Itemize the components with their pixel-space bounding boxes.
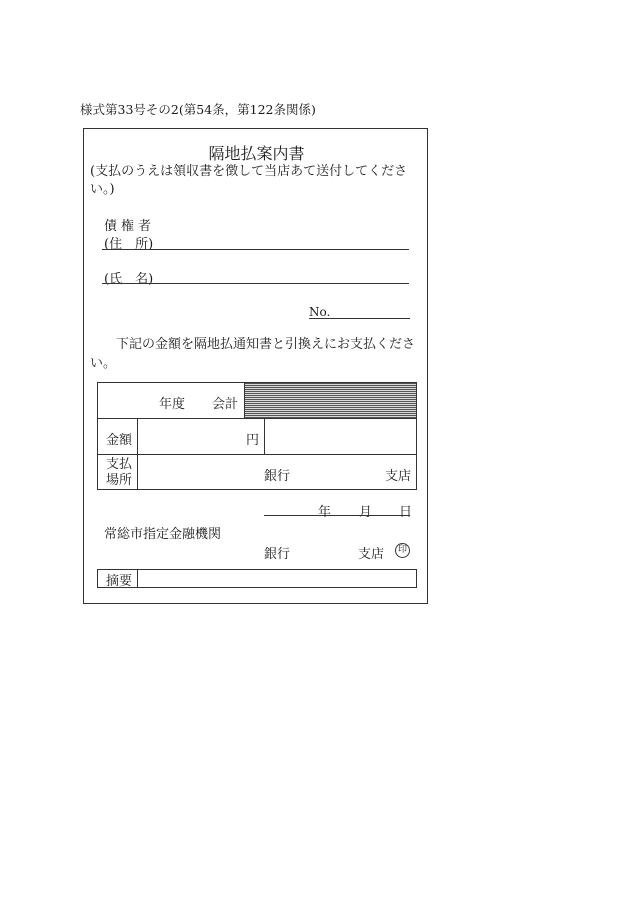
remittance-notice-form	[83, 128, 428, 604]
amount-label: 金額	[106, 433, 133, 448]
address-label: (住 所)	[104, 237, 154, 252]
number-line	[309, 318, 410, 319]
yen-label: 円	[246, 433, 260, 448]
institution-branch-label: 支店	[358, 547, 385, 562]
hatched-area	[245, 383, 416, 418]
memo-label: 摘要	[106, 574, 133, 589]
month-label: 月	[359, 505, 373, 520]
form-number-header: 様式第33号その2(第54条，第122条関係)	[80, 102, 316, 117]
creditor-label: 債権者	[104, 219, 156, 234]
name-line	[102, 283, 409, 284]
payment-table	[97, 382, 417, 490]
form-title: 隔地払案内書	[208, 144, 305, 163]
seal-icon: 印	[395, 543, 410, 558]
instruction-text: 下記の金額を隔地払通知書と引換えにお支払ください。	[90, 337, 416, 371]
notice-text: (支払のうえは領収書を徴して当店あて送付してください。)	[90, 164, 408, 197]
memo-box	[97, 569, 417, 588]
institution-bank-label: 銀行	[264, 547, 291, 562]
branch-label: 支店	[385, 469, 412, 484]
day-label: 日	[399, 505, 413, 520]
year-label: 年	[318, 505, 332, 520]
bank-label: 銀行	[264, 469, 291, 484]
date-line	[264, 515, 410, 516]
payment-place-label: 支払 場所	[106, 457, 133, 488]
number-label: No.	[309, 305, 331, 319]
institution-label: 常総市指定金融機関	[104, 527, 222, 542]
name-label: (氏 名)	[104, 272, 154, 287]
account-label: 会計	[212, 397, 239, 412]
fiscal-year-label: 年度	[159, 397, 186, 412]
address-line	[102, 249, 409, 250]
